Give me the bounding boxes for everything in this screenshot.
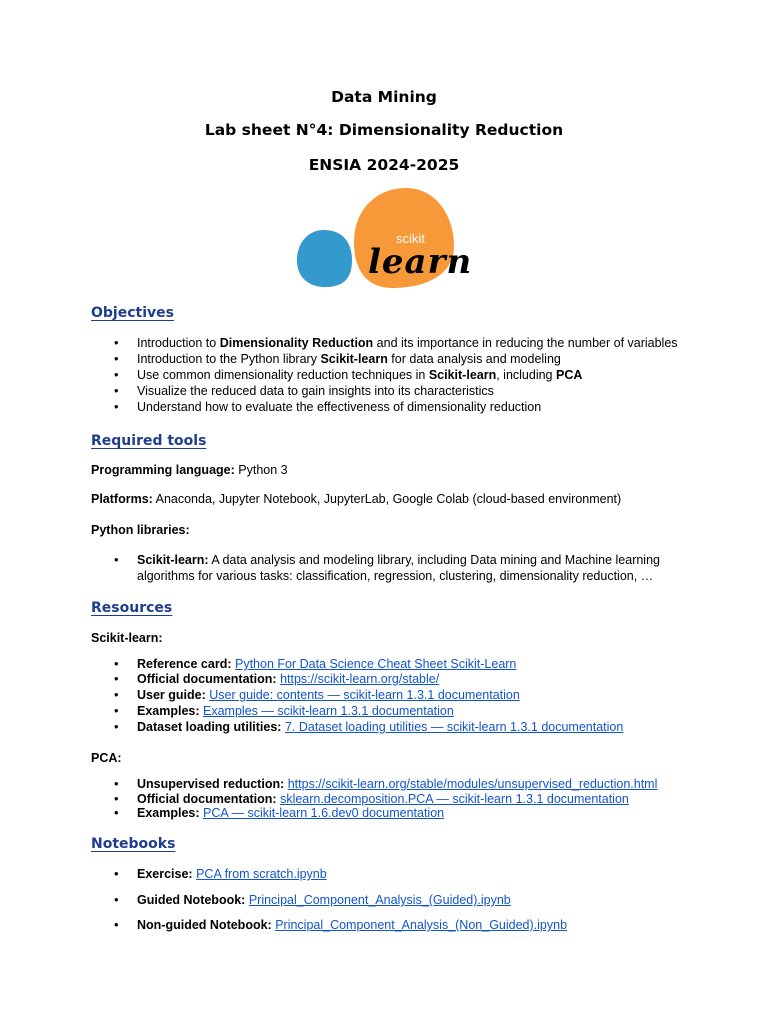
resource-item: • Reference card: Python For Data Science Cheat Sheet Scikit-Learn — [137, 656, 516, 672]
guided-notebook-link[interactable]: Principal_Component_Analysis_(Guided).ipynb — [248, 893, 511, 907]
resource-item: • User guide: User guide: contents — scikit-learn 1.3.1 documentation — [137, 687, 520, 703]
pca-resource-item: • Official documentation: sklearn.decomposition.PCA — scikit-learn 1.3.1 documentation — [137, 791, 629, 807]
programming-language-line: Programming language: Python 3 — [91, 463, 288, 477]
platforms-line: Platforms: Anaconda, Jupyter Notebook, JupyterLab, Google Colab (cloud-based environment) — [91, 492, 622, 506]
notebook-item: • Exercise: PCA from scratch.ipynb — [137, 866, 327, 882]
document-title: Data Mining — [331, 88, 437, 106]
logo-blue-blob — [297, 230, 352, 287]
sklearn-library-item: • Scikit-learn: A data analysis and modeling library, including Data mining and Machine learning algorithms for various tasks: classification, regression, clustering, dimensionality reduction, … — [137, 552, 677, 584]
pca-documentation-link[interactable]: sklearn.decomposition.PCA — scikit-learn 1.3.1 documentation — [280, 792, 629, 806]
logo-small-text: scikit — [396, 231, 425, 246]
unsupervised-reduction-link[interactable]: https://scikit-learn.org/stable/modules/unsupervised_reduction.html — [287, 777, 658, 791]
pca-resource-item: • Examples: PCA — scikit-learn 1.6.dev0 documentation — [137, 805, 444, 821]
objective-item: • Introduction to the Python library Scikit-learn for data analysis and modeling — [137, 351, 561, 367]
official-documentation-link[interactable]: https://scikit-learn.org/stable/ — [280, 672, 440, 686]
logo-big-text: learn — [368, 242, 473, 282]
exercise-notebook-link[interactable]: PCA from scratch.ipynb — [196, 867, 327, 881]
notebook-item: • Non-guided Notebook: Principal_Component_Analysis_(Non_Guided).ipynb — [137, 917, 567, 933]
notebook-item: • Guided Notebook: Principal_Component_Analysis_(Guided).ipynb — [137, 892, 511, 908]
pca-resource-item: • Unsupervised reduction: https://scikit-learn.org/stable/modules/unsupervised_reduction.html — [137, 776, 657, 792]
document-school: ENSIA 2024-2025 — [308, 156, 460, 174]
required-tools-heading: Required tools — [91, 433, 207, 449]
examples-link[interactable]: Examples — scikit-learn 1.3.1 documentation — [203, 704, 454, 718]
objective-item: • Visualize the reduced data to gain insights into its characteristics — [137, 383, 494, 399]
resource-item: • Official documentation: https://scikit-learn.org/stable/ — [137, 671, 439, 687]
resource-item: • Dataset loading utilities: 7. Dataset loading utilities — scikit-learn 1.3.1 documentation — [137, 719, 623, 735]
objective-item: • Use common dimensionality reduction techniques in Scikit-learn, including PCA — [137, 367, 582, 383]
objective-item: • Introduction to Dimensionality Reduction and its importance in reducing the number of variables — [137, 335, 678, 351]
scikit-learn-logo — [294, 186, 474, 292]
resources-heading: Resources — [91, 600, 173, 616]
dataset-loading-link[interactable]: 7. Dataset loading utilities — scikit-learn 1.3.1 documentation — [284, 720, 624, 734]
python-libraries-label: Python libraries: — [91, 523, 190, 537]
objective-item: • Understand how to evaluate the effectiveness of dimensionality reduction — [137, 399, 541, 415]
document-subtitle: Lab sheet N°4: Dimensionality Reduction — [204, 121, 564, 139]
user-guide-link[interactable]: User guide: contents — scikit-learn 1.3.1 documentation — [209, 688, 520, 702]
resources-sklearn-label: Scikit-learn: — [91, 631, 163, 645]
resource-item: • Examples: Examples — scikit-learn 1.3.1 documentation — [137, 703, 454, 719]
objectives-heading: Objectives — [91, 305, 174, 321]
resources-pca-label: PCA: — [91, 751, 122, 765]
pca-examples-link[interactable]: PCA — scikit-learn 1.6.dev0 documentation — [203, 806, 445, 820]
non-guided-notebook-link[interactable]: Principal_Component_Analysis_(Non_Guided).ipynb — [275, 918, 568, 932]
notebooks-heading: Notebooks — [91, 836, 176, 852]
reference-card-link[interactable]: Python For Data Science Cheat Sheet Scikit-Learn — [234, 657, 517, 671]
